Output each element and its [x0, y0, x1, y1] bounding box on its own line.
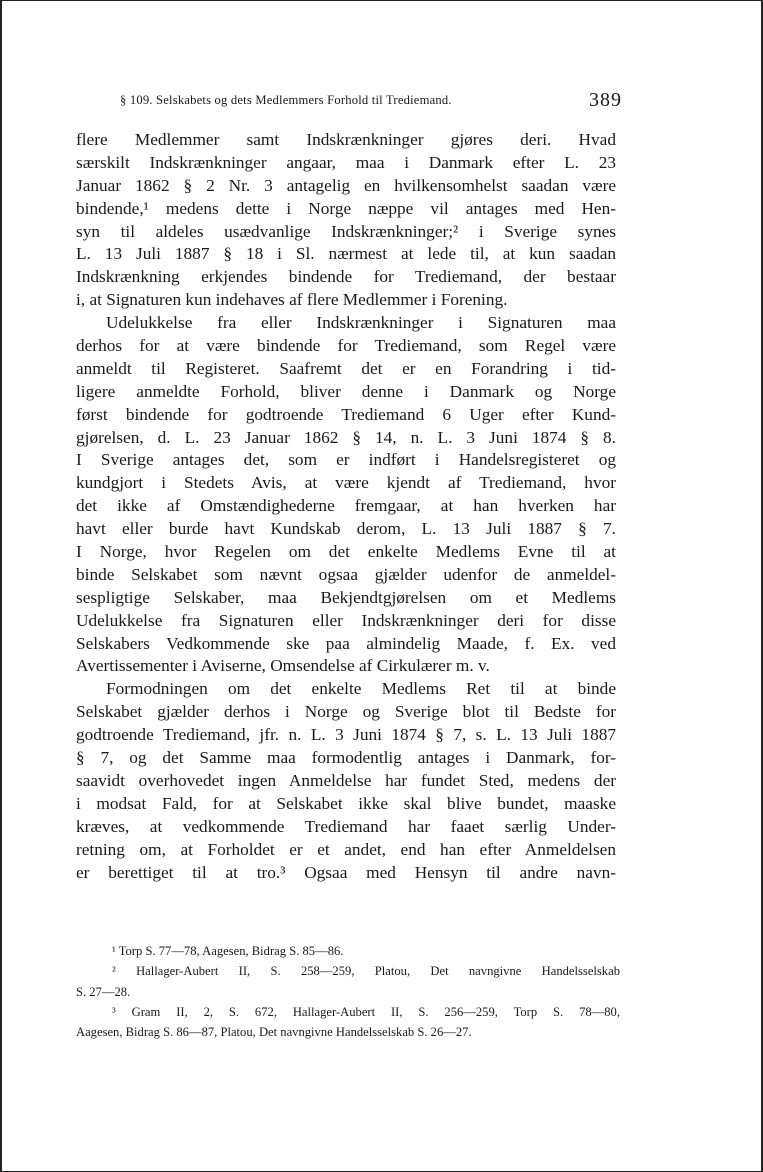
body-line: bindende,¹ medens dette i Norge næppe vil antages med Hen- — [76, 198, 616, 218]
body-line: saavidt overhovedet ingen Anmeldelse har fundet Sted, medens der — [76, 770, 616, 790]
body-line: Formodningen om det enkelte Medlems Ret til at binde — [106, 679, 616, 699]
footnote-line: ¹ Torp S. 77—78, Aagesen, Bidrag S. 85—86. — [112, 944, 344, 958]
body-line: Udelukkelse fra eller Indskrænkninger i Signaturen maa — [106, 313, 616, 333]
running-header — [120, 89, 622, 111]
body-line: i modsat Fald, for at Selskabet ikke skal blive bundet, maaske — [76, 793, 616, 813]
body-line: kundgjort i Stedets Avis, at være kjendt af Trediemand, hvor — [76, 473, 616, 493]
body-line: Udelukkelse fra Signaturen eller Indskrænkninger deri for disse — [76, 610, 616, 630]
body-line: havt eller burde havt Kundskab derom, L. 13 Juli 1887 § 7. — [76, 519, 616, 539]
body-line: Januar 1862 § 2 Nr. 3 antagelig en hvilkensomhelst saadan være — [76, 175, 616, 195]
page-number: 389 — [589, 89, 622, 111]
body-line: særskilt Indskrænkninger angaar, maa i Danmark efter L. 23 — [76, 152, 616, 172]
body-line: det ikke af Omstændighederne fremgaar, at han hverken har — [76, 496, 616, 516]
body-line: anmeldt til Registeret. Saafremt det er en Forandring i tid- — [76, 358, 616, 378]
body-line: Avertissementer i Aviserne, Omsendelse af Cirkulærer m. v. — [76, 656, 490, 676]
body-line: I Sverige antages det, som er indført i Handelsregisteret og — [76, 450, 616, 470]
body-line: Selskabet gjælder derhos i Norge og Sverige blot til Bedste for — [76, 702, 616, 722]
body-line: kræves, at vedkommende Trediemand har faaet særlig Under- — [76, 816, 616, 836]
body-line: I Norge, hvor Regelen om det enkelte Medlems Evne til at — [76, 542, 616, 562]
footnote-line: ³ Gram II, 2, S. 672, Hallager-Aubert II, S. 256—259, Torp S. 78—80, — [112, 1004, 620, 1019]
body-line: godtroende Trediemand, jfr. n. L. 3 Juni 1874 § 7, s. L. 13 Juli 1887 — [76, 725, 616, 745]
body-text — [76, 129, 616, 884]
body-line: L. 13 Juli 1887 § 18 i Sl. nærmest at lede til, at kun saadan — [76, 244, 616, 264]
body-line: derhos for at være bindende for Trediemand, som Regel være — [76, 336, 616, 356]
body-line: i, at Signaturen kun indehaves af flere Medlemmer i Forening. — [76, 290, 508, 310]
body-line: ligere anmeldte Forhold, bliver denne i Danmark og Norge — [76, 381, 616, 401]
body-line: gjørelsen, d. L. 23 Januar 1862 § 14, n. L. 3 Juni 1874 § 8. — [76, 427, 616, 447]
body-line: først bindende for godtroende Trediemand 6 Uger efter Kund- — [76, 404, 616, 424]
running-title: § 109. Selskabets og dets Medlemmers Forhold til Trediemand. — [120, 93, 452, 107]
footnote-line: ² Hallager-Aubert II, S. 258—259, Platou, Det navngivne Handelsselskab — [112, 964, 620, 979]
body-line: Indskrænkning erkjendes bindende for Trediemand, der bestaar — [76, 267, 616, 287]
body-line: binde Selskabet som nævnt ogsaa gjælder udenfor de anmeldel- — [76, 564, 616, 584]
body-line: retning om, at Forholdet er et andet, end han efter Anmeldelsen — [76, 839, 616, 859]
footnotes — [76, 941, 620, 1042]
footnote-line: Aagesen, Bidrag S. 86—87, Platou, Det navngivne Handelsselskab S. 26—27. — [76, 1025, 472, 1040]
body-line: er berettiget til at tro.³ Ogsaa med Hensyn til andre navn- — [76, 862, 616, 882]
body-line: sespligtige Selskaber, maa Bekjendtgjørelsen om et Medlems — [76, 587, 616, 607]
body-line: syn til aldeles usædvanlige Indskrænkninger;² i Sverige synes — [76, 221, 616, 241]
body-line: Selskabers Vedkommende ske paa almindelig Maade, f. Ex. ved — [76, 633, 616, 653]
body-line: § 7, og det Samme maa formodentlig antages i Danmark, for- — [76, 748, 616, 768]
body-line: flere Medlemmer samt Indskrænkninger gjøres deri. Hvad — [76, 130, 616, 149]
footnote-line: S. 27—28. — [76, 984, 131, 999]
